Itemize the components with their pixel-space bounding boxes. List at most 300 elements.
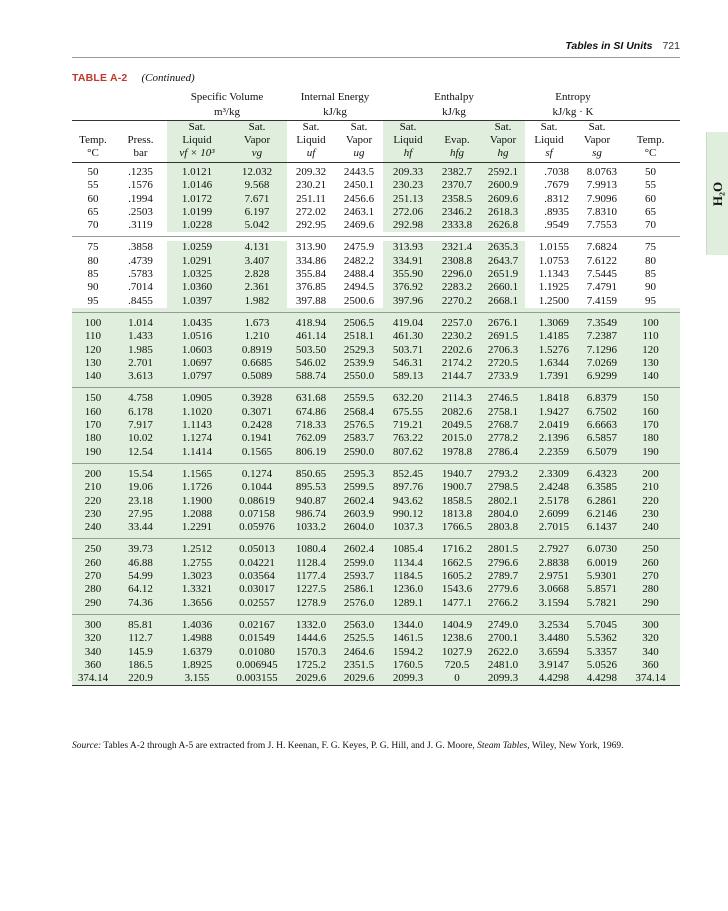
- table-cell: 2.701: [114, 357, 167, 370]
- table-cell: 209.32: [295, 166, 327, 178]
- table-continued: (Continued): [141, 72, 195, 84]
- table-row: [72, 193, 680, 206]
- table-cell: 2583.7: [335, 432, 383, 445]
- header-cell: Liquid: [167, 134, 227, 147]
- table-cell: 1.985: [114, 344, 167, 357]
- table-cell: 2676.1: [481, 317, 525, 330]
- table-cell: 4.4298: [573, 672, 621, 686]
- group-unit-row: [72, 105, 680, 121]
- table-row: [72, 543, 680, 556]
- group-specific-volume: Specific Volume: [190, 91, 264, 103]
- table-cell: 3.6594: [525, 646, 573, 659]
- table-cell: 632.20: [383, 392, 433, 405]
- header-cell: [621, 121, 680, 135]
- table-cell: 397.88: [295, 294, 327, 307]
- table-cell: 290: [621, 597, 680, 610]
- table-cell: 7.6122: [586, 254, 618, 267]
- header-cell: Press.: [127, 134, 154, 146]
- table-cell: 2488.4: [343, 268, 375, 281]
- table-cell: 65: [87, 205, 99, 218]
- table-bottom-rule: [72, 686, 680, 690]
- table-cell: 334.86: [295, 254, 327, 267]
- table-row: [72, 646, 680, 659]
- table-cell: 1.0397: [167, 295, 227, 308]
- header-cell: ug: [335, 147, 383, 163]
- table-cell: 95: [87, 294, 99, 307]
- table-cell: 674.86: [287, 406, 335, 419]
- table-cell: 2768.7: [481, 419, 525, 432]
- table-cell: 1.3656: [167, 597, 227, 610]
- table-cell: .7038: [544, 166, 570, 178]
- table-cell: 12.032: [227, 163, 287, 180]
- table-cell: 250: [72, 543, 114, 556]
- table-cell: 4.758: [114, 392, 167, 405]
- table-cell: 2559.5: [335, 392, 383, 405]
- table-cell: 0.08619: [227, 495, 287, 508]
- table-cell: 2029.6: [287, 672, 335, 686]
- side-tab-label: H₂O: [710, 181, 725, 206]
- table-cell: .4739: [128, 254, 153, 267]
- table-cell: 300: [621, 619, 680, 632]
- table-cell: 2525.5: [335, 632, 383, 645]
- table-cell: 2.4248: [525, 481, 573, 494]
- table-cell: 5.0526: [573, 659, 621, 672]
- table-cell: 55: [87, 179, 99, 192]
- table-cell: 2563.0: [335, 619, 383, 632]
- table-cell: 2590.0: [335, 446, 383, 459]
- table-cell: 2456.6: [343, 192, 375, 205]
- table-cell: 6.5079: [573, 446, 621, 459]
- table-cell: 1.2512: [167, 543, 227, 556]
- table-cell: 2691.5: [481, 330, 525, 343]
- table-cell: .5783: [128, 268, 153, 281]
- table-cell: 2202.6: [433, 344, 481, 357]
- table-cell: 1.1274: [167, 432, 227, 445]
- table-cell: 1.014: [114, 317, 167, 330]
- table-cell: 2.3309: [525, 468, 573, 481]
- table-cell: 2270.2: [433, 295, 481, 308]
- table-cell: 2358.5: [433, 193, 481, 206]
- table-cell: 74.36: [114, 597, 167, 610]
- table-cell: 718.33: [287, 419, 335, 432]
- table-cell: 90: [645, 281, 657, 294]
- table-cell: 2602.4: [335, 495, 383, 508]
- table-cell: 2604.0: [335, 521, 383, 534]
- table-cell: 675.55: [383, 406, 433, 419]
- table-row: [72, 344, 680, 357]
- table-cell: 6.6663: [573, 419, 621, 432]
- table-cell: 1.2755: [167, 557, 227, 570]
- table-cell: 2643.7: [481, 255, 525, 268]
- header-cell: Sat.: [167, 121, 227, 135]
- table-cell: 2668.1: [481, 295, 525, 308]
- table-cell: 15.54: [114, 468, 167, 481]
- table-cell: 1.3321: [167, 583, 227, 596]
- table-cell: 1.9427: [525, 406, 573, 419]
- table-cell: 240: [72, 521, 114, 534]
- table-cell: 3.4480: [525, 632, 573, 645]
- table-cell: 2749.0: [481, 619, 525, 632]
- table-cell: 0.1274: [227, 468, 287, 481]
- table-cell: 2599.5: [335, 481, 383, 494]
- table-cell: 1543.6: [433, 583, 481, 596]
- group-internal-energy: Internal Energy: [300, 91, 370, 103]
- table-cell: 5.8571: [573, 583, 621, 596]
- table-cell: 250: [621, 543, 680, 556]
- table-row: [72, 557, 680, 570]
- saturated-water-table: [72, 90, 680, 689]
- table-cell: .7014: [128, 281, 153, 294]
- table-cell: 2586.1: [335, 583, 383, 596]
- header-cell: sg: [573, 147, 621, 163]
- table-cell: 3.613: [114, 370, 167, 383]
- table-cell: 7.2387: [573, 330, 621, 343]
- table-cell: 1900.7: [433, 481, 481, 494]
- table-cell: 270: [621, 570, 680, 583]
- table-header: [72, 90, 680, 163]
- table-cell: 1.0753: [538, 254, 570, 267]
- table-cell: 3.9147: [525, 659, 573, 672]
- table-row: [72, 583, 680, 596]
- header-cell: Liquid: [383, 134, 433, 147]
- table-cell: 2802.1: [481, 495, 525, 508]
- table-cell: 140: [621, 370, 680, 383]
- table-cell: 1605.2: [433, 570, 481, 583]
- table-cell: 0.02557: [227, 597, 287, 610]
- table-cell: 313.93: [383, 241, 433, 254]
- table-cell: 220.9: [114, 672, 167, 686]
- table-cell: 300: [72, 619, 114, 632]
- group-header-row: [72, 90, 680, 105]
- header-cell: Temp.: [636, 134, 665, 146]
- table-cell: 1085.4: [383, 543, 433, 556]
- table-cell: 0.006945: [227, 659, 287, 672]
- table-cell: 1.673: [227, 317, 287, 330]
- table-cell: 1.7391: [525, 370, 573, 383]
- table-cell: 2602.4: [335, 543, 383, 556]
- table-row: [72, 179, 680, 192]
- table-cell: 2321.4: [433, 241, 481, 254]
- table-cell: 2550.0: [335, 370, 383, 383]
- table-cell: 2766.2: [481, 597, 525, 610]
- table-cell: 2539.9: [335, 357, 383, 370]
- table-cell: 290: [72, 597, 114, 610]
- source-text-after: Wiley, New York, 1969.: [531, 741, 624, 751]
- header-cell: Sat.: [227, 121, 287, 135]
- table-number: TABLE A-2: [72, 72, 128, 84]
- table-cell: 2.0419: [525, 419, 573, 432]
- header-cell: [433, 121, 481, 135]
- table-cell: 2603.9: [335, 508, 383, 521]
- table-cell: 251.11: [296, 192, 326, 205]
- table-cell: 0.1565: [227, 446, 287, 459]
- table-cell: 0.003155: [227, 672, 287, 686]
- table-cell: 33.44: [114, 521, 167, 534]
- table-cell: 7.671: [227, 193, 287, 206]
- table-cell: 6.2861: [573, 495, 621, 508]
- table-cell: 6.8379: [573, 392, 621, 405]
- table-cell: 1.0905: [167, 392, 227, 405]
- table-cell: 0.03017: [227, 583, 287, 596]
- table-cell: 0.1044: [227, 481, 287, 494]
- table-cell: 1134.4: [383, 557, 433, 570]
- table-cell: 251.13: [383, 193, 433, 206]
- table-cell: 1.3069: [525, 317, 573, 330]
- table-row: [72, 206, 680, 219]
- table-cell: 1766.5: [433, 521, 481, 534]
- table-cell: 7.5445: [586, 268, 618, 281]
- table-cell: 292.98: [383, 219, 433, 232]
- table-cell: 230.23: [383, 179, 433, 192]
- table-cell: 1.0228: [167, 219, 227, 232]
- table-cell: 1444.6: [287, 632, 335, 645]
- table-cell: 0.3928: [227, 392, 287, 405]
- table-cell: 272.02: [295, 205, 327, 218]
- table-cell: 990.12: [383, 508, 433, 521]
- table-cell: 376.85: [295, 281, 327, 294]
- table-cell: 943.62: [383, 495, 433, 508]
- header-cell: °C: [621, 147, 680, 163]
- table-cell: .3858: [128, 241, 153, 254]
- subheader-row-3: [72, 147, 680, 163]
- unit-specific-volume: m³/kg: [167, 105, 287, 121]
- table-cell: 3.0668: [525, 583, 573, 596]
- table-cell: 631.68: [287, 392, 335, 405]
- header-cell: Sat.: [302, 121, 320, 133]
- table-cell: 0.8919: [227, 344, 287, 357]
- unit-enthalpy: kJ/kg: [383, 105, 525, 121]
- table-cell: 2626.8: [481, 219, 525, 232]
- side-thumb-tab: [706, 132, 728, 255]
- table-cell: 850.65: [287, 468, 335, 481]
- header-cell: hfg: [433, 147, 481, 163]
- table-cell: 895.53: [287, 481, 335, 494]
- table-cell: 1080.4: [287, 543, 335, 556]
- table-cell: 806.19: [287, 446, 335, 459]
- header-cell: °C: [72, 147, 114, 163]
- table-cell: 2618.3: [481, 206, 525, 219]
- table-cell: 0.02167: [227, 619, 287, 632]
- table-cell: 2778.2: [481, 432, 525, 445]
- table-row: [72, 370, 680, 383]
- table-cell: .7679: [544, 179, 570, 192]
- table-cell: 1.1726: [167, 481, 227, 494]
- table-row: [72, 295, 680, 308]
- table-cell: 220: [621, 495, 680, 508]
- table-cell: 272.06: [383, 206, 433, 219]
- table-cell: 461.30: [383, 330, 433, 343]
- table-cell: 0.03564: [227, 570, 287, 583]
- table-cell: 2382.7: [433, 163, 481, 180]
- table-cell: 5.3357: [573, 646, 621, 659]
- table-cell: 1.6344: [525, 357, 573, 370]
- table-cell: 2.5178: [525, 495, 573, 508]
- table-cell: 1.210: [227, 330, 287, 343]
- table-cell: 2296.0: [433, 268, 481, 281]
- table-cell: 1.0435: [167, 317, 227, 330]
- source-label: Source:: [72, 741, 102, 751]
- table-cell: 4.131: [227, 241, 287, 254]
- table-cell: 55: [645, 179, 657, 192]
- table-cell: 6.3585: [573, 481, 621, 494]
- table-cell: 160: [621, 406, 680, 419]
- table-cell: 80: [87, 254, 99, 267]
- table-cell: 110: [72, 330, 114, 343]
- table-cell: 1.2291: [167, 521, 227, 534]
- table-cell: 1760.5: [383, 659, 433, 672]
- table-cell: 7.9913: [586, 179, 618, 192]
- table-caption: [72, 72, 195, 84]
- table-cell: .1576: [128, 179, 153, 192]
- table-cell: 85.81: [114, 619, 167, 632]
- table-cell: 588.74: [287, 370, 335, 383]
- table-cell: 180: [621, 432, 680, 445]
- table-cell: 1.8925: [167, 659, 227, 672]
- group-entropy: Entropy: [555, 91, 591, 103]
- table-row: [72, 495, 680, 508]
- table-cell: 461.14: [287, 330, 335, 343]
- table-cell: 6.2146: [573, 508, 621, 521]
- table-cell: 2609.6: [481, 193, 525, 206]
- unit-internal-energy: kJ/kg: [287, 105, 383, 121]
- table-cell: 0.5089: [227, 370, 287, 383]
- table-cell: 120: [621, 344, 680, 357]
- table-cell: 6.197: [227, 206, 287, 219]
- table-cell: 7.9096: [586, 192, 618, 205]
- table-cell: 1477.1: [433, 597, 481, 610]
- table-cell: 2506.5: [335, 317, 383, 330]
- table-cell: 0.2428: [227, 419, 287, 432]
- table-cell: 2346.2: [433, 206, 481, 219]
- table-cell: 2463.1: [343, 205, 375, 218]
- table-cell: 85: [645, 268, 657, 281]
- table-cell: 6.4323: [573, 468, 621, 481]
- table-cell: 7.4791: [586, 281, 618, 294]
- table-cell: 1.1900: [167, 495, 227, 508]
- table-cell: 210: [72, 481, 114, 494]
- table-cell: 2230.2: [433, 330, 481, 343]
- table-cell: 1.433: [114, 330, 167, 343]
- table-cell: 340: [72, 646, 114, 659]
- table-cell: 0.04221: [227, 557, 287, 570]
- table-cell: 3.155: [167, 672, 227, 686]
- table-cell: 260: [72, 557, 114, 570]
- table-cell: 85: [87, 268, 99, 281]
- table-row: [72, 268, 680, 281]
- table-cell: 2733.9: [481, 370, 525, 383]
- table-cell: 2746.5: [481, 392, 525, 405]
- table-cell: 280: [621, 583, 680, 596]
- table-cell: 5.9301: [573, 570, 621, 583]
- table-cell: 1.1414: [167, 446, 227, 459]
- table-cell: 1027.9: [433, 646, 481, 659]
- table-cell: 230: [72, 508, 114, 521]
- table-cell: 2494.5: [343, 281, 375, 294]
- table-cell: 2599.0: [335, 557, 383, 570]
- table-cell: 852.45: [383, 468, 433, 481]
- table-cell: 2600.9: [481, 179, 525, 192]
- table-cell: 50: [645, 166, 657, 178]
- subheader-row-1: [72, 121, 680, 135]
- table-row: [72, 597, 680, 610]
- table-cell: 5.042: [227, 219, 287, 232]
- table-cell: 0.05976: [227, 521, 287, 534]
- table-cell: .8455: [128, 294, 153, 307]
- table-cell: 1.1925: [538, 281, 570, 294]
- table-cell: 2518.1: [335, 330, 383, 343]
- table-cell: 6.1437: [573, 521, 621, 534]
- source-note: [72, 741, 692, 751]
- table-cell: 0.1941: [227, 432, 287, 445]
- table-cell: 75: [645, 241, 657, 254]
- table-cell: 374.14: [621, 672, 680, 686]
- table-cell: 27.95: [114, 508, 167, 521]
- table-cell: 2700.1: [481, 632, 525, 645]
- table-cell: 1716.2: [433, 543, 481, 556]
- table-cell: 240: [621, 521, 680, 534]
- table-cell: 2.361: [227, 281, 287, 294]
- table-cell: 2174.2: [433, 357, 481, 370]
- table-cell: 1978.8: [433, 446, 481, 459]
- header-cell: Sat.: [383, 121, 433, 135]
- table-cell: 190: [621, 446, 680, 459]
- table-cell: 1128.4: [287, 557, 335, 570]
- table-cell: .9549: [544, 219, 570, 232]
- table-row: [72, 406, 680, 419]
- header-cell: Liquid: [296, 134, 326, 146]
- table-cell: 150: [621, 392, 680, 405]
- table-cell: 2592.1: [481, 163, 525, 180]
- header-cell: [72, 121, 114, 135]
- table-cell: .1994: [128, 192, 153, 205]
- table-cell: 2464.6: [335, 646, 383, 659]
- table-cell: 2114.3: [433, 392, 481, 405]
- table-row: [72, 659, 680, 672]
- table-cell: 200: [72, 468, 114, 481]
- table-cell: 546.31: [383, 357, 433, 370]
- table-cell: 112.7: [114, 632, 167, 645]
- table-cell: 313.90: [295, 241, 327, 254]
- table-cell: 1177.4: [287, 570, 335, 583]
- table-cell: 1.0259: [167, 241, 227, 254]
- table-cell: 940.87: [287, 495, 335, 508]
- table-cell: 1.0155: [538, 241, 570, 254]
- table-cell: 39.73: [114, 543, 167, 556]
- header-cell: Vapor: [583, 134, 611, 146]
- table-cell: 80: [645, 254, 657, 267]
- table-cell: 419.04: [383, 317, 433, 330]
- header-cell: vg: [227, 147, 287, 163]
- header-cell: Vapor: [345, 134, 373, 146]
- table-cell: 2144.7: [433, 370, 481, 383]
- table-cell: 3.2534: [525, 619, 573, 632]
- table-cell: 5.7821: [573, 597, 621, 610]
- table-cell: 1.0516: [167, 330, 227, 343]
- table-cell: 2099.3: [383, 672, 433, 686]
- table-cell: 6.0019: [573, 557, 621, 570]
- table-cell: 0.05013: [227, 543, 287, 556]
- table-cell: 2.828: [227, 268, 287, 281]
- table-row: [72, 419, 680, 432]
- table-cell: 5.5362: [573, 632, 621, 645]
- table-cell: .3119: [128, 219, 153, 232]
- table-cell: 1858.5: [433, 495, 481, 508]
- table-cell: 60: [645, 192, 657, 205]
- table-cell: 75: [87, 241, 99, 254]
- table-cell: 2796.6: [481, 557, 525, 570]
- table-cell: 2283.2: [433, 281, 481, 294]
- table-cell: 2049.5: [433, 419, 481, 432]
